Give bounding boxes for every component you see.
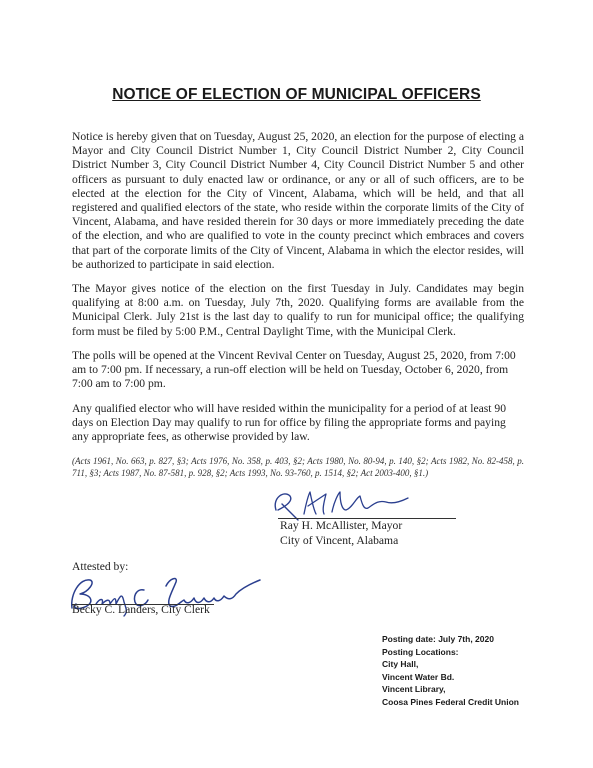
legal-citation: (Acts 1961, No. 663, p. 827, §3; Acts 1976, No. 358, p. 403, §2; Acts 1980, No. 80-94, p. 140, §2; Acts 1982, No. 82-458, p. 711, §3; Acts 1987, No. 87-581, p. 928, §2; Acts 1993, No. 93-760, p. 1514, §2; Act 2003-400, §1.) — [72, 456, 524, 478]
posting-location-item: Vincent Library, — [382, 684, 446, 694]
notice-title: NOTICE OF ELECTION OF MUNICIPAL OFFICERS — [112, 86, 481, 103]
posting-location-item: Coosa Pines Federal Credit Union — [382, 696, 519, 707]
paragraph-eligibility: Any qualified elector who will have resided within the municipality for a period of at least 90 days on Election Day may qualify to run for office by filing the appropriate forms and paying any appropriate fees, as otherwise provided by law. — [72, 402, 506, 444]
clerk-name: Becky C. Landers, City Clerk — [72, 603, 210, 616]
attested-by-label: Attested by: — [72, 560, 129, 573]
paragraph-election-notice: Notice is hereby given that on Tuesday, August 25, 2020, an election for the purpose of electing a Mayor and City Council District Number 1, City Council District Number 2, City Council District Number 3, City Council District Number 4, City Council District Number 5 and other officers as pursuant to duly enacted law or ordinance, or any or all of such officers, are to be elected at the election for the City of Vincent, Alabama, which will be held, and that all registered and qualified electors of the state, who reside within the corporate limits of the City of Vincent, Alabama, and have resided therein for 30 days or more immediately preceding the date of the election, and who are qualified to vote in the county precinct which embraces and covers that part of the corporate limits of the City of Vincent, Alabama in which the elector resides, will be authorized to participate in said election. — [72, 130, 524, 271]
posting-location-item: Vincent Water Bd. — [382, 671, 455, 682]
mayor-organization: City of Vincent, Alabama — [280, 533, 399, 547]
mayor-signature-block — [280, 519, 402, 548]
paragraph-polls: The polls will be opened at the Vincent Revival Center on Tuesday, August 25, 2020, from 7:00 am to 7:00 pm. If necessary, a run-off election will be held on Tuesday, October 6, 2020, from 7:00 am to 7:00 pm. — [72, 349, 516, 391]
posting-locations-label: Posting Locations: — [382, 646, 459, 657]
paragraph-qualifying: The Mayor gives notice of the election on the first Tuesday in July. Candidates may begin qualifying at 8:00 a.m. on Tuesday, July 7th, 2020. Qualifying forms are available from the Municipal Clerk. July 21st is the last day to qualify to run for municipal office; the qualifying form must be filed by 5:00 P.M., Central Daylight Time, with the Municipal Clerk. — [72, 282, 524, 338]
posting-date: Posting date: July 7th, 2020 — [382, 634, 494, 644]
posting-location-item: City Hall, — [382, 659, 419, 669]
mayor-name: Ray H. McAllister, Mayor — [280, 519, 403, 532]
posting-info — [382, 633, 519, 708]
mayor-signature — [268, 480, 418, 522]
